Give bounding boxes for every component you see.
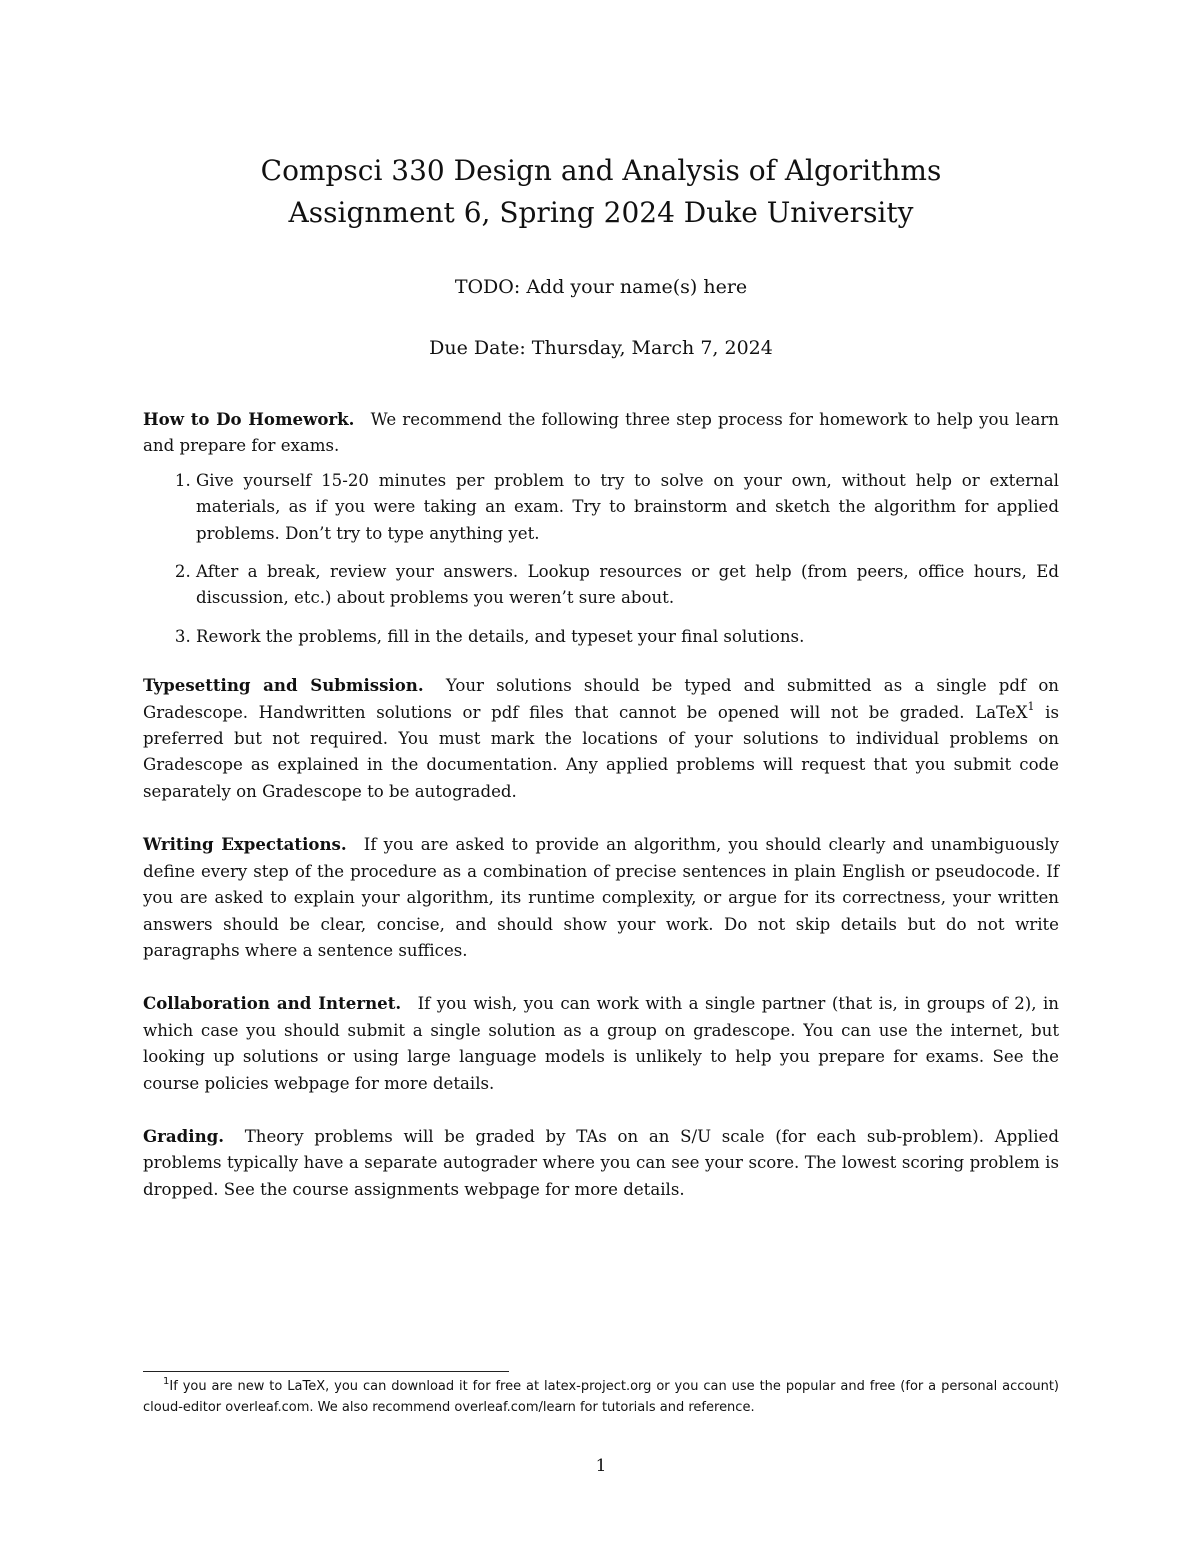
title-line-2: Assignment 6, Spring 2024 Duke University <box>288 196 914 229</box>
writing-heading: Writing Expectations. <box>143 834 347 855</box>
document-title <box>143 150 1059 234</box>
footnote-marker: 1 <box>1027 699 1035 713</box>
latex-logo: LaTeX <box>975 702 1028 722</box>
typesetting-text-after: is preferred but not required. You must mark the locations of your solutions to individual problems on Gradescope as explained in the documentation. Any applied problems will request that you submit code separately on Gradescope to be autograded. <box>143 702 1059 801</box>
homework-intro: We recommend the following three step process for homework to help you learn and prepare for exams. <box>143 410 1059 456</box>
list-item: 3. Rework the problems, fill in the details, and typeset your final solutions. <box>196 624 1059 650</box>
section-typesetting <box>143 672 1059 805</box>
footnote-text-before: If you are new to <box>169 1379 283 1394</box>
footnote-divider <box>143 1371 509 1372</box>
footnote <box>143 1376 1059 1418</box>
page-number: 1 <box>595 1456 607 1476</box>
footnote-latex-logo: LaTeX <box>287 1379 326 1394</box>
footnote-number: 1 <box>163 1376 170 1387</box>
due-date: Due Date: Thursday, March 7, 2024 <box>429 337 773 359</box>
list-item: 2. After a break, review your answers. Lookup resources or get help (from peers, office hours, Ed discussion, etc.) about problems you weren’t sure about. <box>196 559 1059 612</box>
section-homework <box>143 406 1059 650</box>
typesetting-text-before: Your solutions should be typed and submitted as a single pdf on Gradescope. Handwritten solutions or pdf files that cannot be opened will not be graded. <box>143 676 1059 722</box>
footnote-text-after: , you can download it for free at latex-project.org or you can use the popular and free (for a personal account) cloud-editor overleaf.com. We also recommend overleaf.com/learn for tutorials and reference. <box>143 1379 1059 1415</box>
author-names: TODO: Add your name(s) here <box>454 276 748 298</box>
writing-text: If you are asked to provide an algorithm, you should clearly and unambiguously define every step of the procedure as a combination of precise sentences in plain English or pseudocode. If you are asked to explain your algorithm, its runtime complexity, or argue for its correctness, your written answers should be clear, concise, and should show your work. Do not skip details but do not write paragraphs where a sentence suffices. <box>143 835 1059 960</box>
typesetting-heading: Typesetting and Submission. <box>143 675 424 696</box>
grading-heading: Grading. <box>143 1125 225 1146</box>
grading-text: Theory problems will be graded by TAs on an S/U scale (for each sub-problem). Applied problems typically have a separate autograder where you can see your score. The lowest scoring problem is dropped. See the course assignments webpage for more details. <box>143 1126 1059 1199</box>
section-collaboration <box>143 990 1059 1097</box>
homework-steps-list <box>143 468 1059 650</box>
document-body <box>143 406 1059 1229</box>
collaboration-text: If you wish, you can work with a single partner (that is, in groups of 2), in which case you should submit a single solution as a group on gradescope. You can use the internet, but looking up solutions or using large language models is unlikely to help you prepare for exams. See the course policies webpage for more details. <box>143 994 1059 1093</box>
title-line-1: Compsci 330 Design and Analysis of Algorithms <box>260 154 942 187</box>
collaboration-heading: Collaboration and Internet. <box>143 993 402 1014</box>
section-writing <box>143 831 1059 964</box>
document-page <box>143 0 1059 1553</box>
list-item: 1. Give yourself 15-20 minutes per problem to try to solve on your own, without help or external materials, as if you were taking an exam. Try to brainstorm and sketch the algorithm for applied problems. Don’t try to type anything yet. <box>196 468 1059 547</box>
homework-heading: How to Do Homework. <box>143 409 355 429</box>
section-grading <box>143 1123 1059 1203</box>
